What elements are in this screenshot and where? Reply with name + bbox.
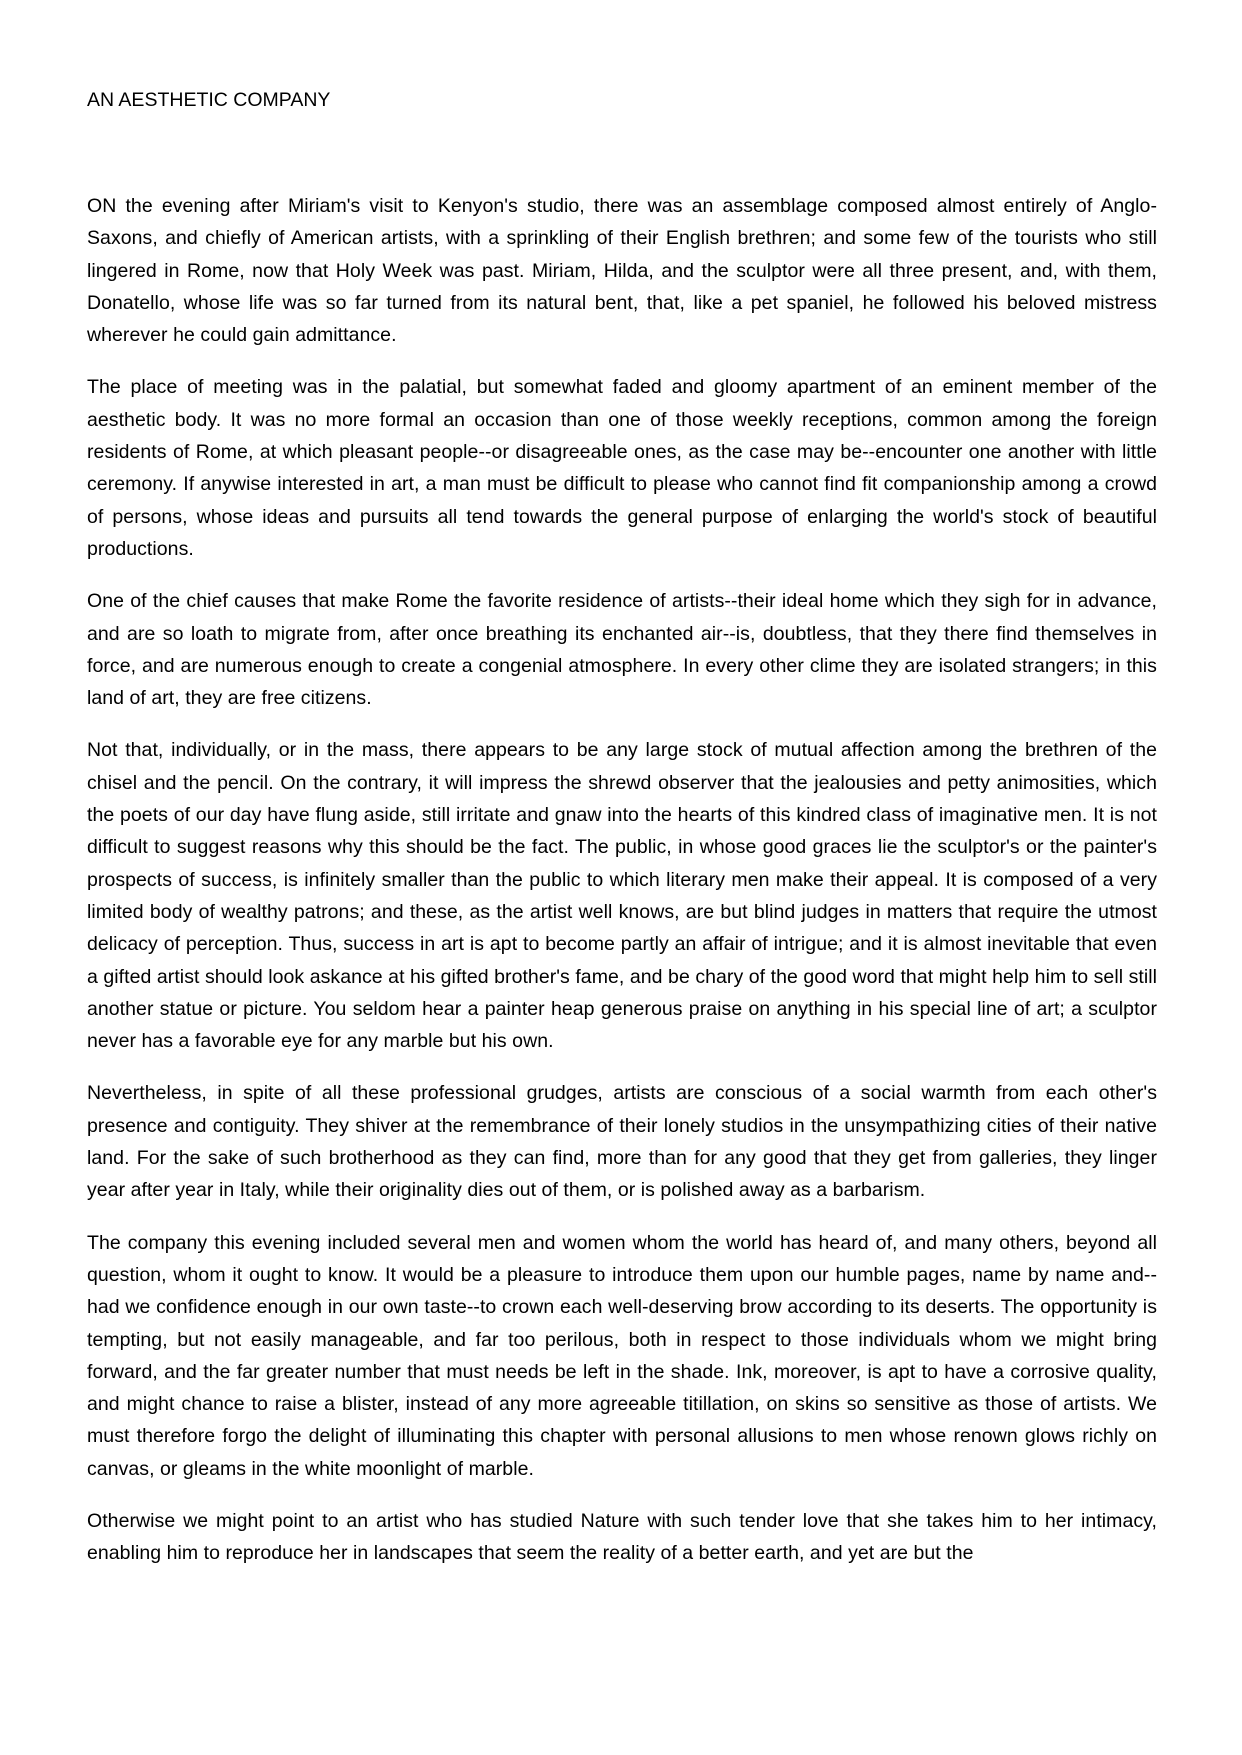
paragraph: Otherwise we might point to an artist who has studied Nature with such tender love that she takes him to her intimacy, enabling him to reproduce her in landscapes that seem the reality of a better earth, and yet are but the	[87, 1509, 1157, 1565]
chapter-body	[87, 190, 1157, 1590]
paragraph: ON the evening after Miriam's visit to Kenyon's studio, there was an assemblage composed almost entirely of Anglo-Saxons, and chiefly of American artists, with a sprinkling of their English brethren; and some few of the tourists who still lingered in Rome, now that Holy Week was past. Miriam, Hilda, and the sculptor were all three present, and, with them, Donatello, whose life was so far turned from its natural bent, that, like a pet spaniel, he followed his beloved mistress wherever he could gain admittance.	[87, 195, 1157, 347]
paragraph: Not that, individually, or in the mass, there appears to be any large stock of mutual affection among the brethren of the chisel and the pencil. On the contrary, it will impress the shrewd observer that the jealousies and petty animosities, which the poets of our day have flung aside, still irritate and gnaw into the hearts of this kindred class of imaginative men. It is not difficult to suggest reasons why this should be the fact. The public, in whose good graces lie the sculptor's or the painter's prospects of success, is infinitely smaller than the public to which literary men make their appeal. It is composed of a very limited body of wealthy patrons; and these, as the artist well knows, are but blind judges in matters that require the utmost delicacy of perception. Thus, success in art is apt to become partly an affair of intrigue; and it is almost inevitable that even a gifted artist should look askance at his gifted brother's fame, and be chary of the good word that might help him to sell still another statue or picture. You seldom hear a painter heap generous praise on anything in his special line of art; a sculptor never has a favorable eye for any marble but his own.	[87, 739, 1157, 1053]
paragraph: The place of meeting was in the palatial, but somewhat faded and gloomy apartment of an eminent member of the aesthetic body. It was no more formal an occasion than one of those weekly receptions, common among the foreign residents of Rome, at which pleasant people--or disagreeable ones, as the case may be--encounter one another with little ceremony. If anywise interested in art, a man must be difficult to please who cannot find fit companionship among a crowd of persons, whose ideas and pursuits all tend towards the general purpose of enlarging the world's stock of beautiful productions.	[87, 376, 1157, 560]
paragraph: One of the chief causes that make Rome the favorite residence of artists--their ideal home which they sigh for in advance, and are so loath to migrate from, after once breathing its enchanted air--is, doubtless, that they there find themselves in force, and are numerous enough to create a congenial atmosphere. In every other clime they are isolated strangers; in this land of art, they are free citizens.	[87, 590, 1157, 710]
chapter-title: AN AESTHETIC COMPANY	[87, 89, 331, 111]
paragraph: The company this evening included several men and women whom the world has heard of, and many others, beyond all question, whom it ought to know. It would be a pleasure to introduce them upon our humble pages, name by name and--had we confidence enough in our own taste--to crown each well-deserving brow according to its deserts. The opportunity is tempting, but not easily manageable, and far too perilous, both in respect to those individuals whom we might bring forward, and the far greater number that must needs be left in the shade. Ink, moreover, is apt to have a corrosive quality, and might chance to raise a blister, instead of any more agreeable titillation, on skins so sensitive as those of artists. We must therefore forgo the delight of illuminating this chapter with personal allusions to men whose renown glows richly on canvas, or gleams in the white moonlight of marble.	[87, 1231, 1157, 1480]
paragraph: Nevertheless, in spite of all these professional grudges, artists are conscious of a social warmth from each other's presence and contiguity. They shiver at the remembrance of their lonely studios in the unsympathizing cities of their native land. For the sake of such brotherhood as they can find, more than for any good that they get from galleries, they linger year after year in Italy, while their originality dies out of them, or is polished away as a barbarism.	[87, 1082, 1157, 1202]
